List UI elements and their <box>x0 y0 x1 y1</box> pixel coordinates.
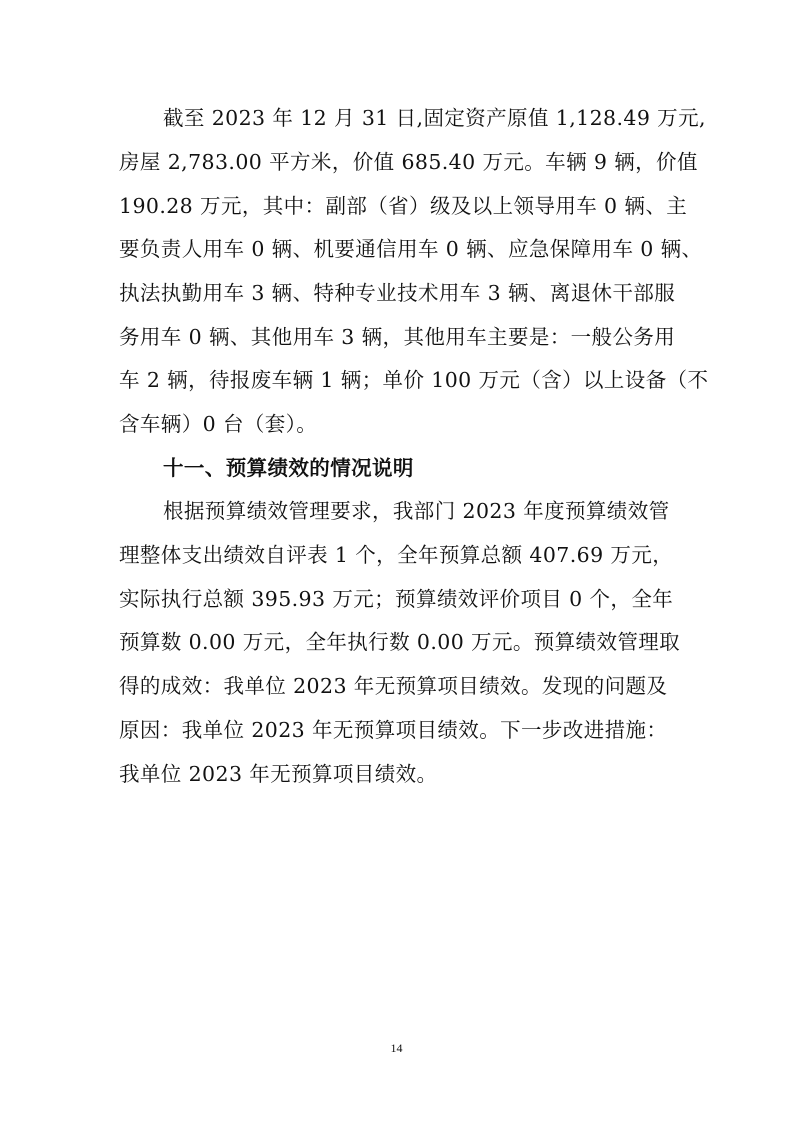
paragraph-line: 理整体支出绩效自评表 1 个，全年预算总额 407.69 万元， <box>119 543 674 567</box>
paragraph-line: 含车辆）0 台（套）。 <box>119 412 318 436</box>
paragraph-line: 根据预算绩效管理要求，我部门 2023 年度预算绩效管 <box>163 499 670 523</box>
page-number: 14 <box>390 1041 403 1055</box>
paragraph-line: 要负责人用车 0 辆、机要通信用车 0 辆、应急保障用车 0 辆、 <box>119 237 703 261</box>
paragraph-line: 190.28 万元，其中：副部（省）级及以上领导用车 0 辆、主 <box>119 194 688 218</box>
paragraph-line: 原因：我单位 2023 年无预算项目绩效。下一步改进措施： <box>119 718 668 742</box>
paragraph-line: 截至 2023 年 12 月 31 日,固定资产原值 1,128.49 万元, <box>163 106 706 130</box>
paragraph-line: 房屋 2,783.00 平方米，价值 685.40 万元。车辆 9 辆，价值 <box>119 150 698 174</box>
paragraph-line: 车 2 辆，待报废车辆 1 辆；单价 100 万元（含）以上设备（不 <box>119 368 709 392</box>
paragraph-line: 执法执勤用车 3 辆、特种专业技术用车 3 辆、离退休干部服 <box>119 281 676 305</box>
paragraph-line: 实际执行总额 395.93 万元；预算绩效评价项目 0 个，全年 <box>119 587 674 611</box>
paragraph-line: 预算数 0.00 万元，全年执行数 0.00 万元。预算绩效管理取 <box>119 630 681 654</box>
paragraph-line: 务用车 0 辆、其他用车 3 辆，其他用车主要是：一般公务用 <box>119 325 676 349</box>
paragraph-line: 我单位 2023 年无预算项目绩效。 <box>119 762 438 786</box>
paragraph-line: 得的成效：我单位 2023 年无预算项目绩效。发现的问题及 <box>119 674 668 698</box>
section-heading: 十一、预算绩效的情况说明 <box>163 456 414 480</box>
